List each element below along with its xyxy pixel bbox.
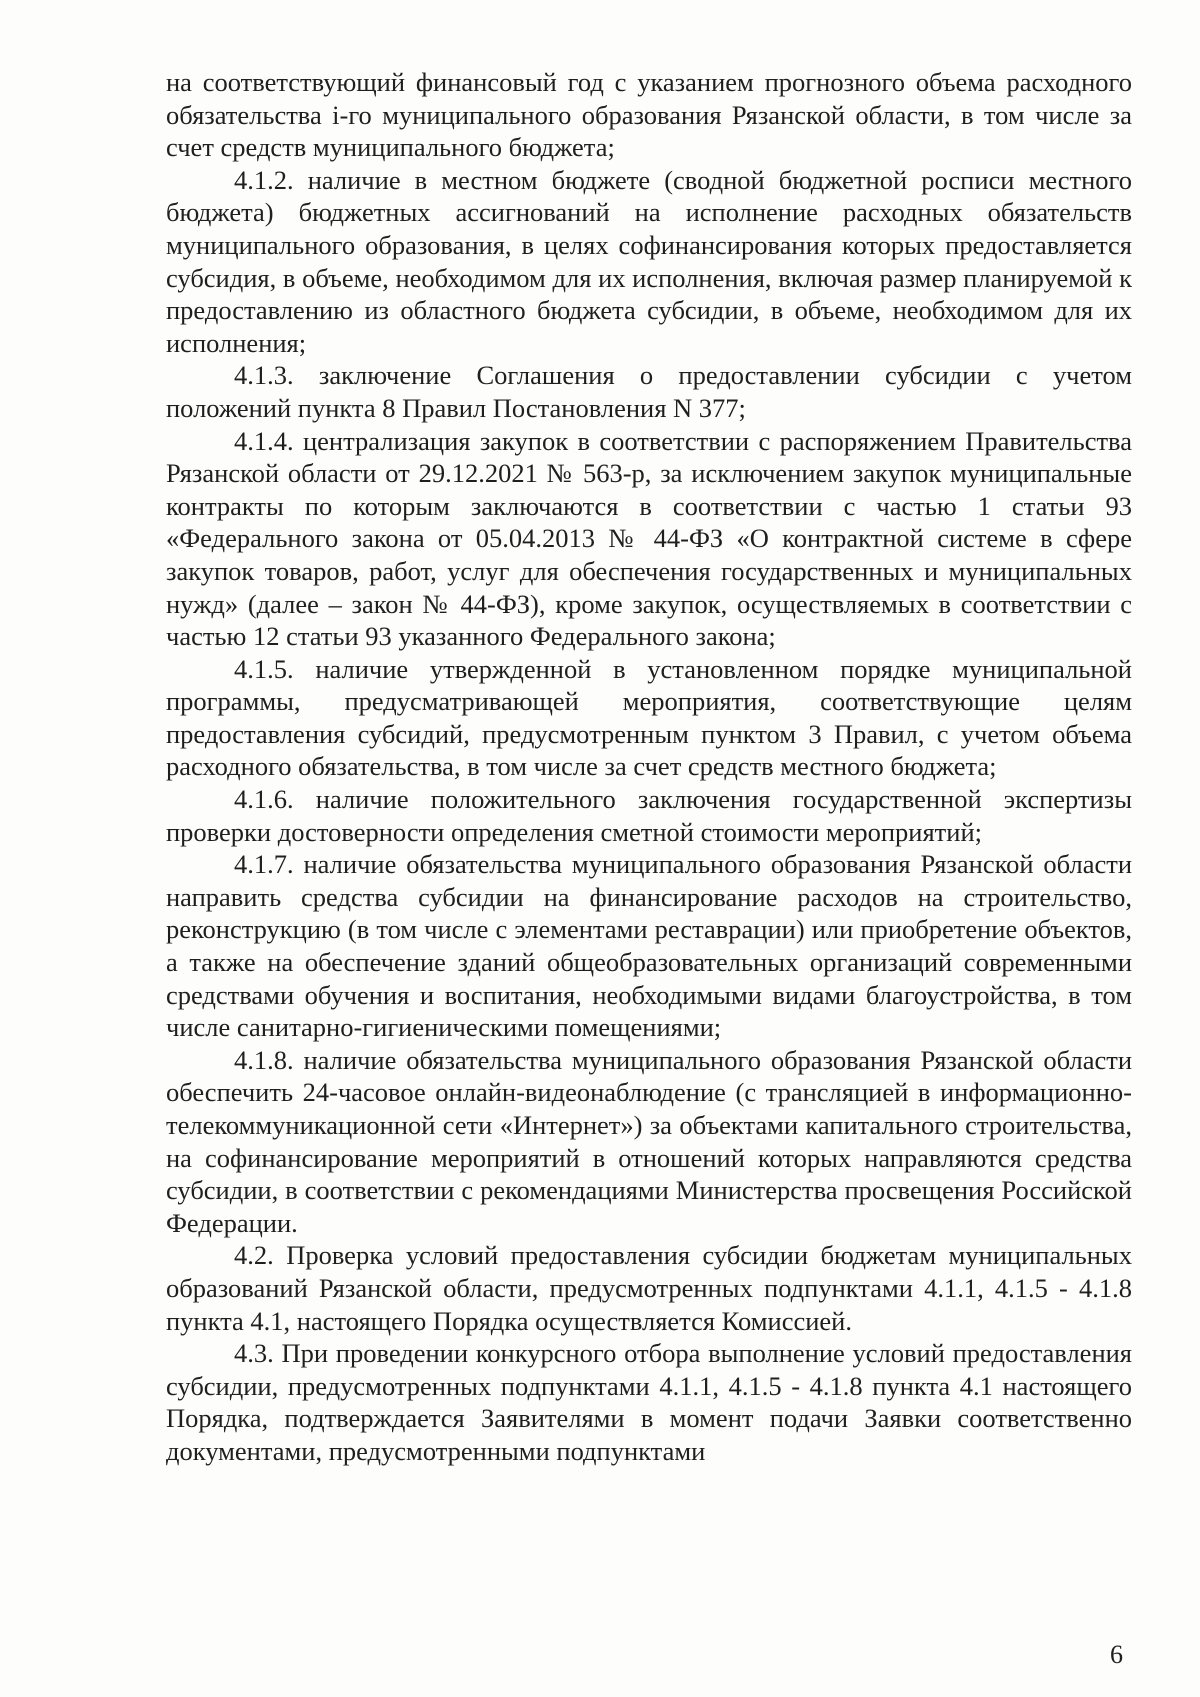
paragraph-4-1-7: 4.1.7. наличие обязательства муниципального образования Рязанской области направить средства субсидии на финансирование расходов на строительство, реконструкцию (в том числе с элементами реставрации) или приобретение объектов, а также на обеспечение зданий общеобразовательных организаций современными средствами обучения и воспитания, необходимыми видами благоустройства, в том числе санитарно-гигиеническими помещениями; (166, 849, 1132, 1043)
paragraph-4-3: 4.3. При проведении конкурсного отбора выполнение условий предоставления субсидии, предусмотренных подпунктами 4.1.1, 4.1.5 - 4.1.8 пункта 4.1 настоящего Порядка, подтверждается Заявителями в момент подачи Заявки соответственно документами, предусмотренными подпунктами (166, 1338, 1132, 1466)
paragraph-4-1-6: 4.1.6. наличие положительного заключения государственной экспертизы проверки достоверности определения сметной стоимости мероприятий; (166, 784, 1132, 847)
paragraph-continuation: на соответствующий финансовый год с указанием прогнозного объема расходного обязательства i-го муниципального образования Рязанской области, в том числе за счет средств муниципального бюджета; (166, 67, 1132, 163)
paragraph-4-1-8: 4.1.8. наличие обязательства муниципального образования Рязанской области обеспечить 24-часовое онлайн-видеонаблюдение (с трансляцией в информационно-телекоммуникационной сети «Интернет») за объектами капитального строительства, на софинансирование мероприятий в отношений которых направляются средства субсидии, в соответствии с рекомендациями Министерства просвещения Российской Федерации. (166, 1044, 1132, 1238)
paragraph-4-1-4: 4.1.4. централизация закупок в соответствии с распоряжением Правительства Рязанской области от 29.12.2021 № 563-р, за исключением закупок муниципальные контракты по которым заключаются в соответствии с частью 1 статьи 93 «Федерального закона от 05.04.2013 № 44-ФЗ «О контрактной системе в сфере закупок товаров, работ, услуг для обеспечения государственных и муниципальных нужд» (далее – закон № 44-ФЗ), кроме закупок, осуществляемых в соответствии с частью 12 статьи 93 указанного Федерального закона; (166, 425, 1132, 652)
document-body (166, 66, 1132, 1468)
paragraph-4-1-2: 4.1.2. наличие в местном бюджете (сводной бюджетной росписи местного бюджета) бюджетных ассигнований на исполнение расходных обязательств муниципального образования, в целях софинансирования которых предоставляется субсидия, в объеме, необходимом для их исполнения, включая размер планируемой к предоставлению из областного бюджета субсидии, в объеме, необходимом для их исполнения; (166, 164, 1132, 358)
paragraph-4-2: 4.2. Проверка условий предоставления субсидии бюджетам муниципальных образований Рязанской области, предусмотренных подпунктами 4.1.1, 4.1.5 - 4.1.8 пункта 4.1, настоящего Порядка осуществляется Комиссией. (166, 1240, 1132, 1336)
page-number: 6 (1110, 1640, 1123, 1669)
paragraph-4-1-5: 4.1.5. наличие утвержденной в установленном порядке муниципальной программы, предусматривающей мероприятия, соответствующие целям предоставления субсидий, предусмотренным пунктом 3 Правил, с учетом объема расходного обязательства, в том числе за счет средств местного бюджета; (166, 653, 1132, 782)
paragraph-4-1-3: 4.1.3. заключение Соглашения о предоставлении субсидии с учетом положений пункта 8 Правил Постановления N 377; (166, 360, 1132, 423)
